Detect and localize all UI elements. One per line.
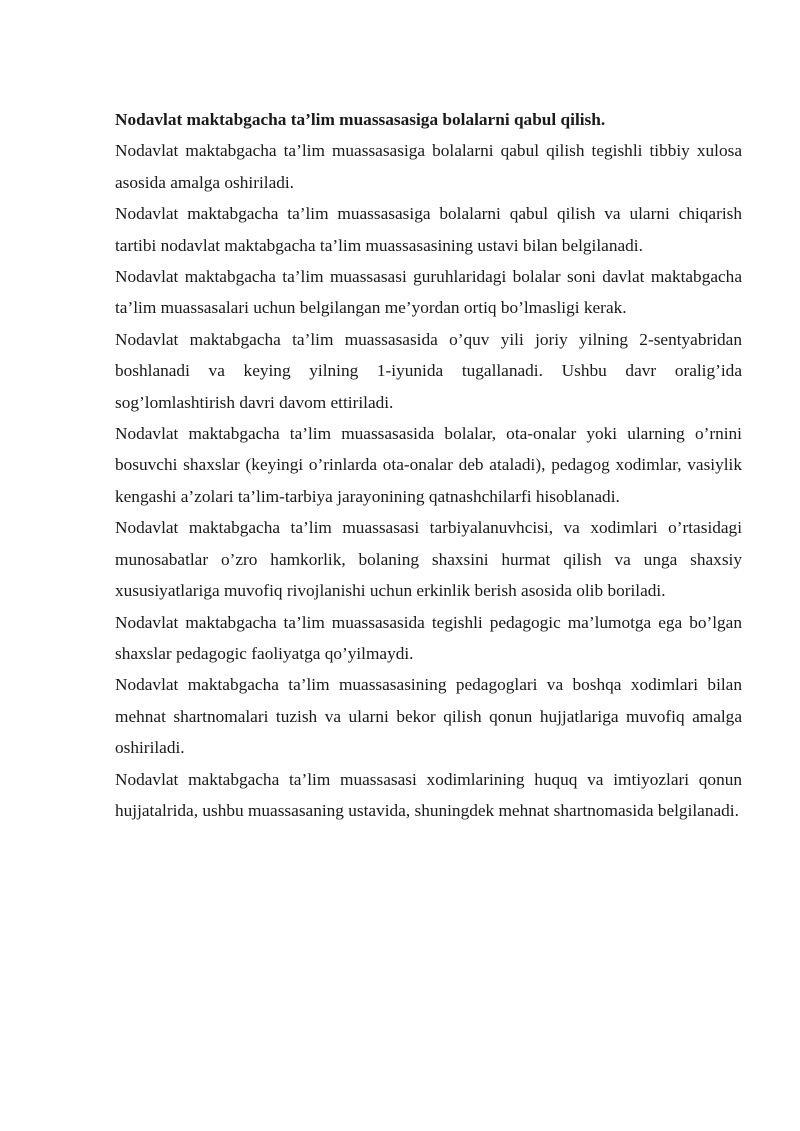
paragraph-relations: Nodavlat maktabgacha ta’lim muassasasi tarbiyalanuvhcisi, va xodimlari o’rtasidagi munosabatlar o’zro hamkorlik, bolaning shaxsini hurmat qilish va unga shaxsiy xususiyatlariga muvofiq rivojlanishi uchun erkinlik berish asosida olib boriladi. xyxy=(115,518,742,601)
paragraph-academic-year: Nodavlat maktabgacha ta’lim muassasasida o’quv yili joriy yilning 2-sentyabridan boshlanadi va keying yilning 1-iyunida tugallanadi. Ushbu davr oralig’ida sog’lomlashtirish davri davom ettiriladi. xyxy=(115,329,742,412)
document-page xyxy=(115,104,742,826)
paragraph-admission-medical: Nodavlat maktabgacha ta’lim muassasasiga bolalarni qabul qilish tegishli tibbiy xulosa asosida amalga oshiriladi. xyxy=(115,141,742,192)
paragraph-labor-contracts: Nodavlat maktabgacha ta’lim muassasasining pedagoglari va boshqa xodimlari bilan mehnat shartnomalari tuzish va ularni bekor qilish qonun hujjatlariga muvofiq amalga oshiriladi. xyxy=(115,675,742,758)
paragraph-staff-rights: Nodavlat maktabgacha ta’lim muassasasi xodimlarining huquq va imtiyozlari qonun hujjatalrida, ushbu muassasaning ustavida, shuningdek mehnat shartnomasida belgilanadi. xyxy=(115,769,742,820)
paragraph-group-size: Nodavlat maktabgacha ta’lim muassasasi guruhlaridagi bolalar soni davlat maktabgacha ta’lim muassasalari uchun belgilangan me’yordan ortiq bo’lmasligi kerak. xyxy=(115,267,742,318)
document-heading: Nodavlat maktabgacha ta’lim muassasasiga bolalarni qabul qilish. xyxy=(115,110,606,129)
paragraph-participants: Nodavlat maktabgacha ta’lim muassasasida bolalar, ota-onalar yoki ularning o’rnini bosuvchi shaxslar (keyingi o’rinlarda ota-onalar deb ataladi), pedagog xodimlar, vasiylik kengashi a’zolari ta’lim-tarbiya jarayonining qatnashchilarfi hisoblanadi. xyxy=(115,424,742,506)
paragraph-pedagogic-staff: Nodavlat maktabgacha ta’lim muassasasida tegishli pedagogic ma’lumotga ega bo’lgan shaxslar pedagogic faoliyatga qo’yilmaydi. xyxy=(115,612,742,663)
paragraph-admission-order: Nodavlat maktabgacha ta’lim muassasasiga bolalarni qabul qilish va ularni chiqarish tartibi nodavlat maktabgacha ta’lim muassasasining ustavi bilan belgilanadi. xyxy=(115,204,742,255)
